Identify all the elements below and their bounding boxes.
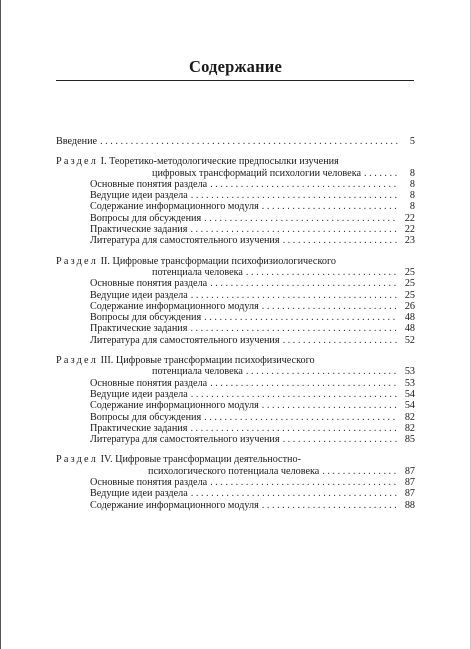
toc-subentry[interactable] <box>56 213 415 224</box>
section-word: Раздел <box>56 454 99 466</box>
toc-entry-label: Основные понятия раздела <box>90 178 208 190</box>
toc-section-heading[interactable] <box>56 355 415 366</box>
toc-entry-label: Ведущие идеи раздела <box>90 388 188 400</box>
section-title-line2: потенциала человека <box>152 366 243 378</box>
toc-page-number: 22 <box>404 224 415 236</box>
toc-subentry[interactable] <box>56 477 415 488</box>
toc-section-2 <box>56 256 415 346</box>
toc-entry-intro[interactable] <box>56 136 415 147</box>
toc-entry-label: Ведущие идеи раздела <box>90 190 188 202</box>
toc-entry-label: Содержание информационного модуля <box>90 400 259 412</box>
dot-leader <box>262 301 398 312</box>
toc-entry-label: Содержание информационного модуля <box>90 499 259 511</box>
toc-page-number: 23 <box>404 235 415 247</box>
section-title-line2: цифровых трансформаций психологии человека <box>152 167 362 179</box>
toc-entry-label: Ведущие идеи раздела <box>90 488 188 500</box>
toc-entry-label: Литература для самостоятельного изучения <box>90 334 280 346</box>
dot-leader <box>262 201 398 212</box>
dot-leader <box>210 378 398 389</box>
toc-subentry[interactable] <box>56 190 415 201</box>
toc-section-heading[interactable] <box>56 454 415 465</box>
toc-subentry[interactable] <box>56 335 415 346</box>
section-title-line2: потенциала человека <box>152 266 243 278</box>
dot-leader <box>210 477 398 488</box>
toc-entry-label: Практические задания <box>90 422 188 434</box>
toc-page-number: 53 <box>404 377 415 389</box>
toc-page-number: 48 <box>404 323 415 335</box>
toc-page-number: 88 <box>404 499 415 511</box>
toc-section-heading-cont[interactable] <box>56 267 415 278</box>
dot-leader <box>283 434 398 445</box>
dot-leader <box>246 267 398 278</box>
toc-entry-label: Введение <box>56 136 98 147</box>
dot-leader <box>204 312 398 323</box>
toc-entry-label: Содержание информационного модуля <box>90 300 259 312</box>
toc-page-number: 5 <box>409 136 415 147</box>
section-title-line1: II. Цифровые трансформации психофизиологического <box>100 255 336 267</box>
toc-page-number: 25 <box>404 289 415 301</box>
toc-subentry[interactable] <box>56 235 415 246</box>
toc-subentry[interactable] <box>56 224 415 235</box>
toc-page-number: 87 <box>404 477 415 489</box>
toc-page-number: 52 <box>404 334 415 346</box>
dot-leader <box>191 190 398 201</box>
toc-section-heading-cont[interactable] <box>56 466 415 477</box>
toc-page-number: 87 <box>404 488 415 500</box>
section-word: Раздел <box>56 355 99 367</box>
toc-subentry[interactable] <box>56 389 415 400</box>
toc-subentry[interactable] <box>56 488 415 499</box>
toc-subentry[interactable] <box>56 201 415 212</box>
toc-subentry[interactable] <box>56 312 415 323</box>
table-of-contents <box>56 136 415 520</box>
toc-subentry[interactable] <box>56 378 415 389</box>
dot-leader <box>191 488 398 499</box>
toc-page-number: 8 <box>409 190 415 202</box>
dot-leader <box>204 412 398 423</box>
dot-leader <box>190 423 398 434</box>
toc-page-number: 54 <box>404 388 415 400</box>
toc-subentry[interactable] <box>56 412 415 423</box>
page-edge-left <box>0 0 1 649</box>
toc-entry-label: Практические задания <box>90 323 188 335</box>
toc-entry-label: Вопросы для обсуждения <box>90 411 202 423</box>
toc-page-number: 85 <box>404 434 415 446</box>
toc-entry-label: Содержание информационного модуля <box>90 201 259 213</box>
toc-page-number: 53 <box>404 366 415 378</box>
toc-subentry[interactable] <box>56 423 415 434</box>
toc-page-number: 48 <box>404 312 415 324</box>
page-title: Содержание <box>188 57 283 76</box>
toc-entry-label: Вопросы для обсуждения <box>90 212 202 224</box>
dot-leader <box>191 389 398 400</box>
dot-leader <box>322 466 398 477</box>
toc-entry-label: Вопросы для обсуждения <box>90 312 202 324</box>
toc-section-1 <box>56 156 415 246</box>
toc-page-number: 8 <box>409 167 415 179</box>
toc-subentry[interactable] <box>56 278 415 289</box>
section-title-line1: I. Теоретико-методологические предпосылки изучения <box>100 156 339 168</box>
toc-page-number: 87 <box>404 465 415 477</box>
toc-section-heading[interactable] <box>56 156 415 167</box>
dot-leader <box>190 323 398 334</box>
section-title-line1: III. Цифровые трансформации психофизического <box>100 355 315 367</box>
toc-page-number: 22 <box>404 212 415 224</box>
toc-entry-label: Литература для самостоятельного изучения <box>90 434 280 446</box>
toc-entry-label: Основные понятия раздела <box>90 477 208 489</box>
toc-section-3 <box>56 355 415 445</box>
toc-page-number: 8 <box>409 178 415 190</box>
dot-leader <box>210 278 398 289</box>
toc-section-heading[interactable] <box>56 256 415 267</box>
title-rule <box>56 80 414 81</box>
dot-leader <box>191 290 398 301</box>
dot-leader <box>262 400 398 411</box>
toc-subentry[interactable] <box>56 500 415 511</box>
dot-leader <box>190 224 398 235</box>
section-word: Раздел <box>56 156 99 168</box>
toc-section-4 <box>56 454 415 510</box>
toc-page-number: 8 <box>409 201 415 213</box>
section-title-line1: IV. Цифровые трансформации деятельностно- <box>100 454 301 466</box>
toc-subentry[interactable] <box>56 179 415 190</box>
toc-page-number: 25 <box>404 266 415 278</box>
toc-subentry[interactable] <box>56 290 415 301</box>
toc-entry-label: Ведущие идеи раздела <box>90 289 188 301</box>
section-title-line2: психологического потенциала человека <box>148 465 320 477</box>
toc-page-number: 26 <box>404 300 415 312</box>
toc-entry-label: Практические задания <box>90 224 188 236</box>
toc-subentry[interactable] <box>56 400 415 411</box>
dot-leader <box>283 235 398 246</box>
toc-subentry[interactable] <box>56 301 415 312</box>
toc-page-number: 54 <box>404 400 415 412</box>
toc-subentry[interactable] <box>56 323 415 334</box>
dot-leader <box>210 179 398 190</box>
dot-leader <box>283 335 398 346</box>
dot-leader <box>246 366 398 377</box>
toc-entry-label: Литература для самостоятельного изучения <box>90 235 280 247</box>
dot-leader <box>204 213 398 224</box>
dot-leader <box>100 136 398 147</box>
toc-section-heading-cont[interactable] <box>56 168 415 179</box>
dot-leader <box>364 168 398 179</box>
toc-section-heading-cont[interactable] <box>56 366 415 377</box>
toc-page-number: 82 <box>404 411 415 423</box>
section-word: Раздел <box>56 255 99 267</box>
dot-leader <box>262 500 398 511</box>
toc-page-number: 82 <box>404 422 415 434</box>
toc-subentry[interactable] <box>56 434 415 445</box>
toc-entry-label: Основные понятия раздела <box>90 377 208 389</box>
toc-page-number: 25 <box>404 278 415 290</box>
toc-entry-label: Основные понятия раздела <box>90 278 208 290</box>
